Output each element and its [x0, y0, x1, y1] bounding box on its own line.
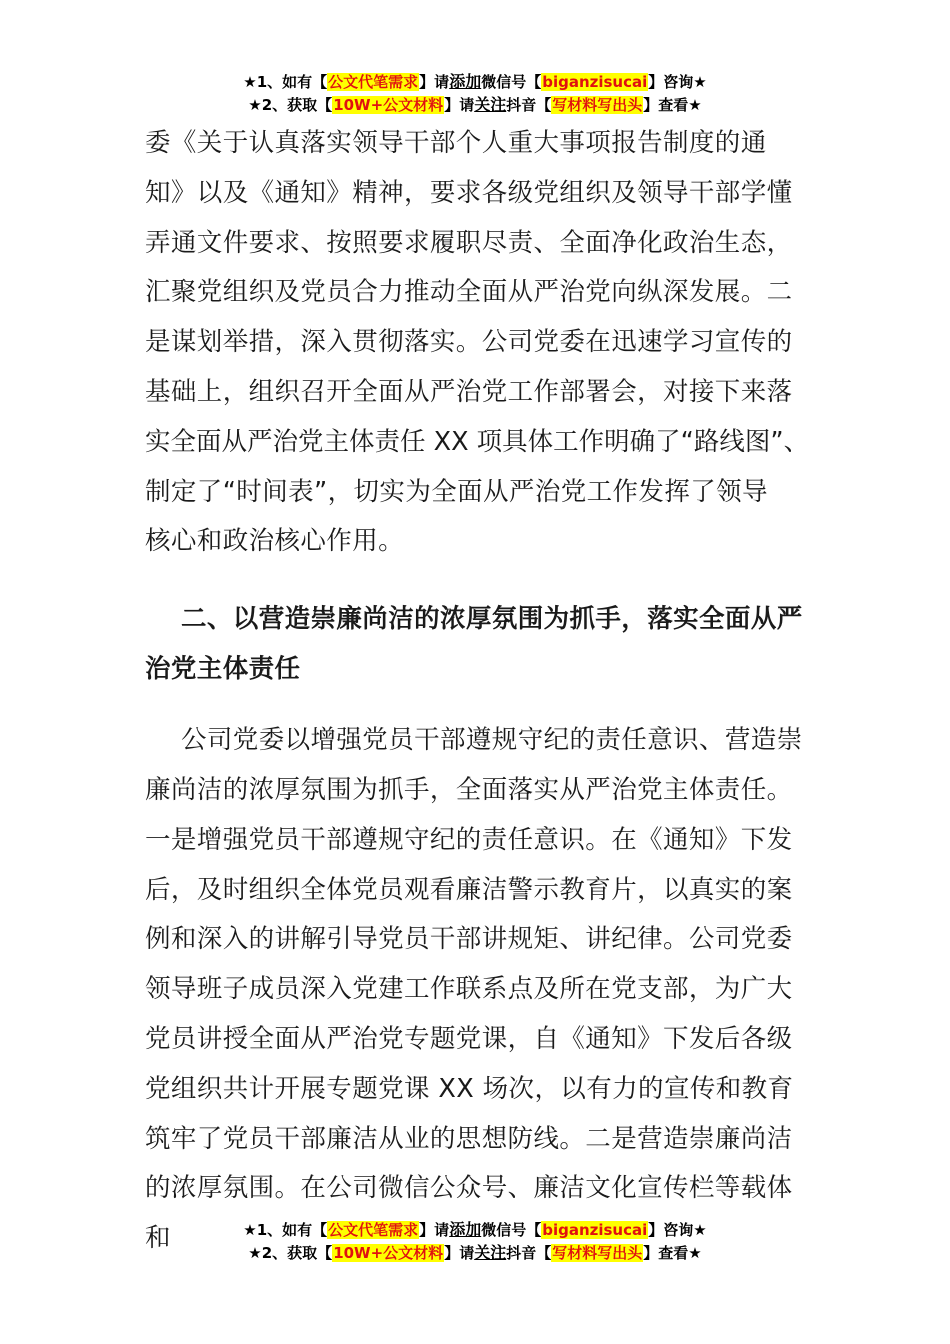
banner-text: 】咨询★ — [648, 1221, 707, 1239]
banner-text: ★2、获取【 — [248, 96, 333, 114]
banner-text: 】请 — [419, 73, 450, 91]
text-line: 实全面从严治党主体责任 XX 项具体工作明确了“路线图”、 — [145, 426, 810, 457]
underlined-word: 添加 — [449, 72, 482, 91]
highlight-materials: 10W+公文材料 — [333, 1244, 444, 1262]
banner-line-1 — [0, 1218, 950, 1241]
footer-banner — [0, 1218, 950, 1264]
text-line: 核心和政治核心作用。 — [145, 526, 405, 557]
section-heading: 二、以营造崇廉尚洁的浓厚氛围为抓手，落实全面从严治党主体责任 — [145, 604, 803, 685]
text-line: 基础上，组织召开全面从严治党工作部署会，对接下来落 — [145, 376, 793, 407]
text-line: 弄通文件要求、按照要求履职尽责、全面净化政治生态， — [145, 227, 793, 258]
banner-text: 】查看★ — [643, 1244, 702, 1262]
text-line: 制定了“时间表”，切实为全面从严治党工作发挥了领导 — [145, 476, 768, 507]
underlined-word: 关注 — [474, 1243, 507, 1262]
text-line: 委《关于认真落实领导干部个人重大事项报告制度的通 — [145, 128, 767, 158]
highlight-douyin-id: 写材料写出头 — [552, 1244, 643, 1262]
banner-text: 微信号【 — [481, 73, 542, 91]
text-line: 是谋划举措，深入贯彻落实。公司党委在迅速学习宣传的 — [145, 327, 793, 358]
banner-line-2 — [0, 93, 950, 116]
highlight-douyin-id: 写材料写出头 — [552, 96, 643, 114]
banner-text: 抖音【 — [506, 96, 552, 114]
banner-line-1 — [0, 70, 950, 93]
underlined-word: 关注 — [474, 95, 507, 114]
banner-text: 】请 — [444, 96, 475, 114]
banner-text: ★2、获取【 — [248, 1244, 333, 1262]
banner-text: 微信号【 — [481, 1221, 542, 1239]
text-line: 汇聚党组织及党员合力推动全面从严治党向纵深发展。二 — [145, 277, 793, 308]
underlined-word: 添加 — [449, 1220, 482, 1239]
paragraph-1 — [145, 119, 810, 567]
banner-line-2 — [0, 1241, 950, 1264]
banner-text: 】咨询★ — [648, 73, 707, 91]
banner-text: 】查看★ — [643, 96, 702, 114]
text-line: 知》以及《通知》精神，要求各级党组织及领导干部学懂 — [145, 177, 793, 208]
banner-text: 】请 — [444, 1244, 475, 1262]
highlight-service: 公文代笔需求 — [328, 1221, 419, 1239]
paragraph-2: 公司党委以增强党员干部遵规守纪的责任意识、营造崇廉尚洁的浓厚氛围为抓手，全面落实从严治党主体责任。一是增强党员干部遵规守纪的责任意识。在《通知》下发后，及时组织全体党员观看廉洁警示教育片，以真实的案例和深入的讲解引导党员干部讲规矩、讲纪律。公司党委领导班子成员深入党建工作联系点及所在党支部，为广大党员讲授全面从严治党专题党课，自《通知》下发后各级党组织共计开展专题党课 XX 场次，以有力的宣传和教育筑牢了党员干部廉洁从业的思想防线。二是营造崇廉尚洁的浓厚氛围。在公司微信公众号、廉洁文化宣传栏等载体和 — [145, 725, 803, 1254]
header-banner — [0, 70, 950, 116]
highlight-wechat-id: biganzisucai — [542, 1221, 648, 1239]
banner-text: 】请 — [419, 1221, 450, 1239]
document-body — [145, 119, 810, 1264]
banner-text: ★1、如有【 — [243, 73, 328, 91]
highlight-materials: 10W+公文材料 — [333, 96, 444, 114]
banner-text: 抖音【 — [506, 1244, 552, 1262]
highlight-service: 公文代笔需求 — [328, 73, 419, 91]
banner-text: ★1、如有【 — [243, 1221, 328, 1239]
highlight-wechat-id: biganzisucai — [542, 73, 648, 91]
